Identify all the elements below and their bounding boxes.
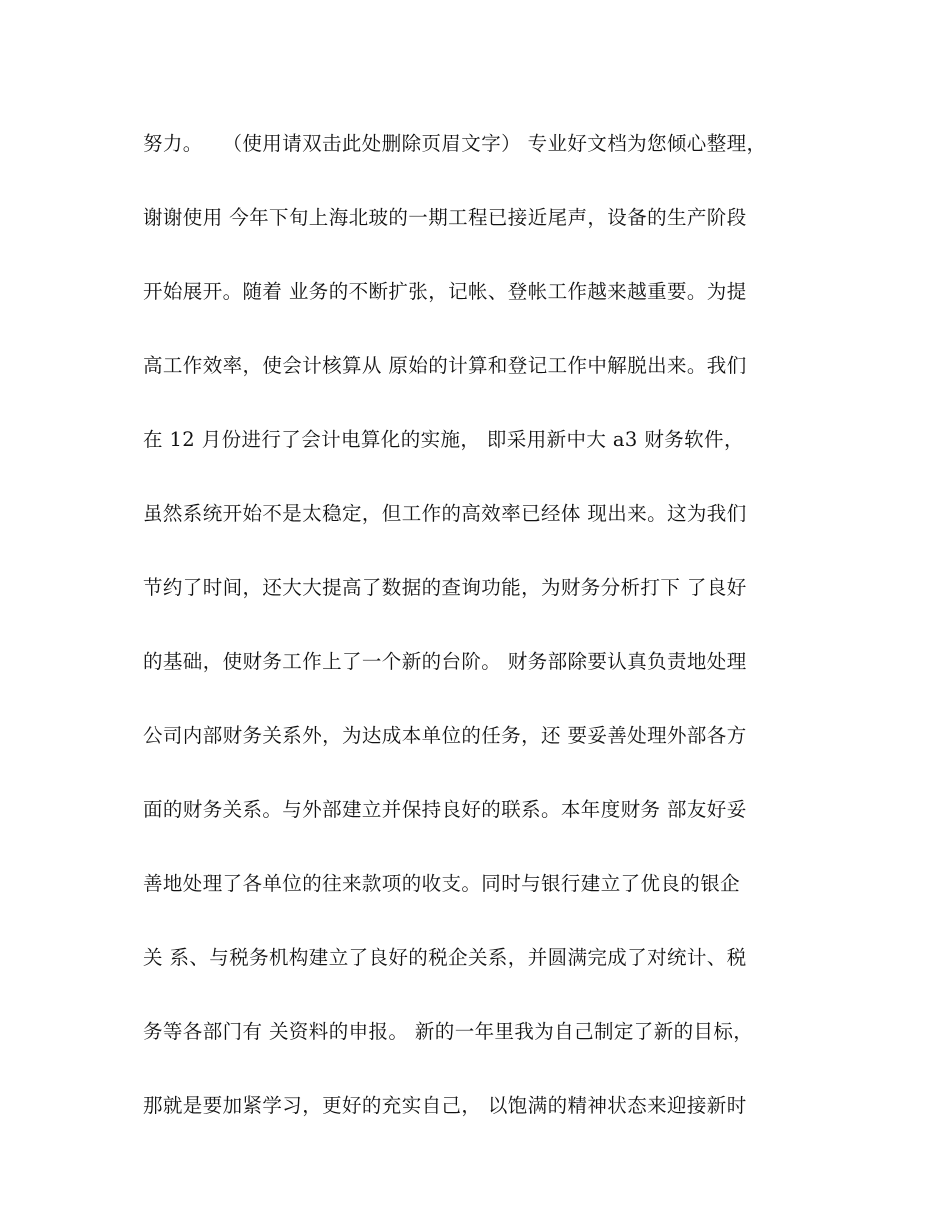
text-line: 务等各部门有 关资料的申报。 新的一年里我为自己制定了新的目标， [143,1020,754,1043]
text-line: 面的财务关系。与外部建立并保持良好的联系。本年度财务 部友好妥 [143,798,747,821]
text-line: 开始展开。随着 业务的不断扩张，记帐、登帐工作越来越重要。为提 [143,280,747,303]
text-line: 关 系、与税务机构建立了良好的税企关系，并圆满完成了对统计、税 [143,946,747,969]
text-line: 节约了时间，还大大提高了数据的查询功能，为财务分析打下 了良好 [143,576,747,599]
text-line: 在 12 月份进行了会计电算化的实施， 即采用新中大 a3 财务软件， [143,428,744,451]
text-line: 谢谢使用 今年下旬上海北玻的一期工程已接近尾声，设备的生产阶段 [143,206,747,229]
text-line: 公司内部财务关系外，为达成本单位的任务，还 要妥善处理外部各方 [143,724,747,747]
text-line: 虽然系统开始不是太稳定，但工作的高效率已经体 现出来。这为我们 [143,502,747,525]
text-line: 善地处理了各单位的往来款项的收支。同时与银行建立了优良的银企 [143,872,741,895]
text-line: 努力。 （使用请双击此处删除页眉文字） 专业好文档为您倾心整理， [143,132,767,155]
text-line: 高工作效率，使会计核算从 原始的计算和登记工作中解脱出来。我们 [143,354,747,377]
text-line: 的基础，使财务工作上了一个新的台阶。 财务部除要认真负责地处理 [143,650,747,673]
text-line: 那就是要加紧学习，更好的充实自己， 以饱满的精神状态来迎接新时 [143,1094,747,1117]
